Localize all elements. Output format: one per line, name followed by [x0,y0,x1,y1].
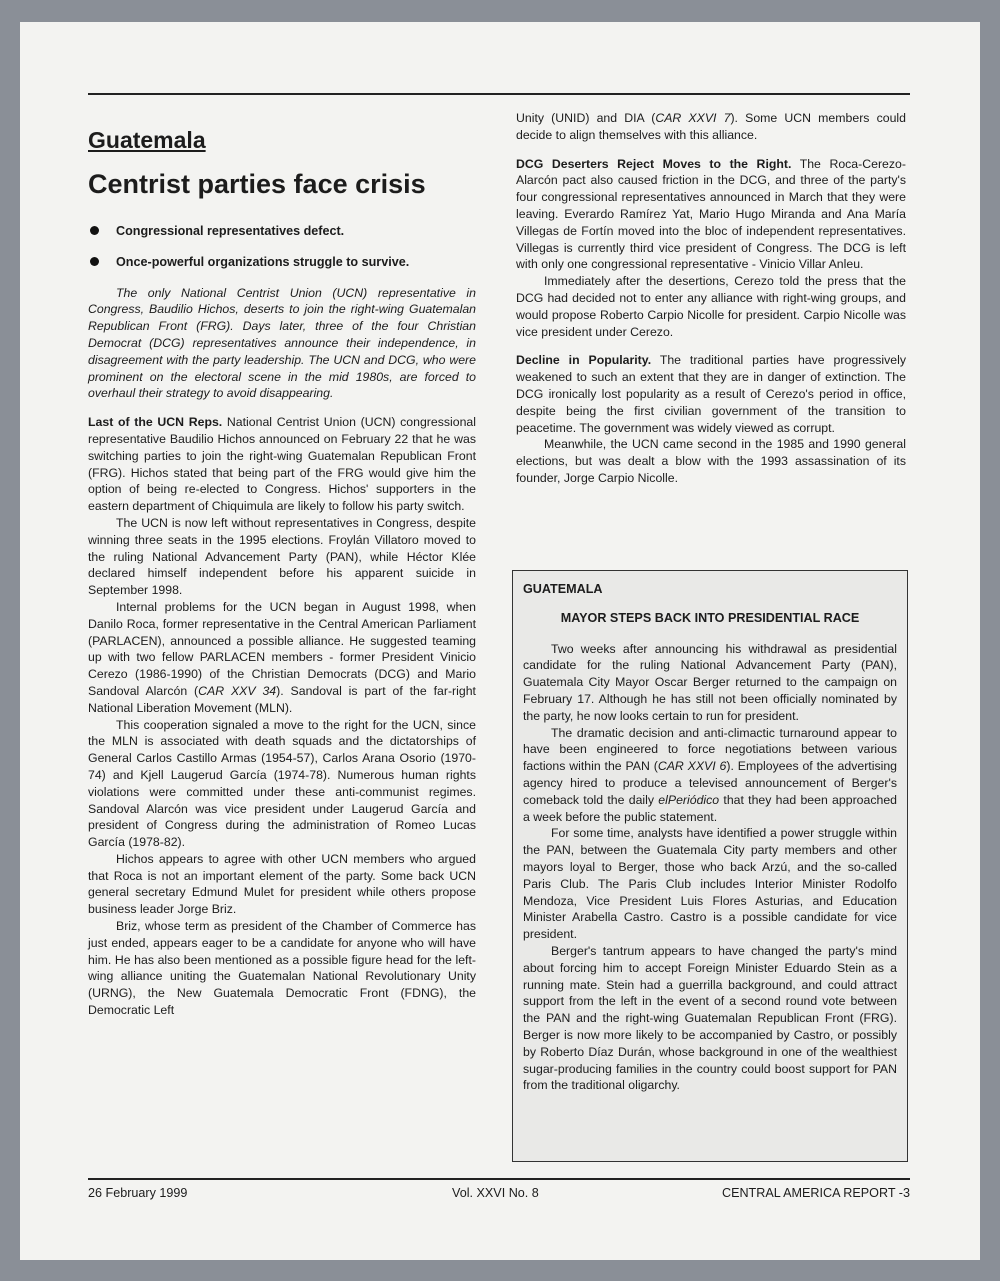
bullet-item: Once-powerful organizations struggle to survive. [88,254,476,271]
citation: CAR XXVI 6 [657,759,727,774]
top-rule [88,93,910,95]
box-label: GUATEMALA [523,582,603,596]
article-paragraph: Briz, whose term as president of the Chamber of Commerce has just ended, appears eager to be a candidate for anyone who will have him. He has also been mentioned as a possible figure head for the left-wing alliance uniting the Guatemalan National Revolutionary Unity (URNG), the New Guatemala Democratic Front (FDNG), the Democratic Left [88,919,476,1018]
sidebar-box [512,570,908,1162]
article-paragraph: The UCN is now left without representatives in Congress, despite winning three seats in the 1995 elections. Froylán Villatoro moved to the ruling National Advancement Party (PAN), while Héctor Klée declared himself independent before his apparent suicide in September 1998. [88,515,476,598]
headline: Centrist parties face crisis [88,169,426,199]
run-in-heading: Last of the UCN Reps. [88,415,223,430]
article-paragraph: Decline in Popularity. The traditional parties have progressively weakened to such an extent that they are in danger of extinction. The DCG ironically lost popularity as a result of Cerezo's period in office, despite being the first civilian government of the transition to peacetime. The government was widely viewed as corrupt. [516,353,906,435]
box-paragraph: For some time, analysts have identified a power struggle within the PAN, between the Guatemala City party members and other mayors loyal to Berger, those who back Arzú, and the so-called Paris Club. The Paris Club includes Interior Minister Rodolfo Mendoza, Vice President Luis Flores Asturias, and Education Minister Arabella Castro. Castro is a possible candidate for vice president. [523,826,897,942]
footer-page: CENTRAL AMERICA REPORT -3 [721,1186,910,1200]
article-paragraph: Immediately after the desertions, Cerezo told the press that the DCG had decided not to enter any alliance with right-wing groups, and would propose Roberto Carpio Nicolle for president. Carpio Nicolle was vice president under Cerezo. [516,274,906,339]
footer-date: 26 February 1999 [88,1186,188,1200]
bullet-item: Congressional representatives defect. [88,223,476,240]
bullet-icon [90,257,99,266]
right-column [516,110,906,487]
box-paragraph: Berger's tantrum appears to have changed the party's mind about forcing him to accept Foreign Minister Eduardo Stein as a running mate. Stein had a guerrilla background, and could attract support from the left in the event of a second round vote between the PAN and the right-wing Guatemalan Republican Front (FRG). Berger is now more likely to be accompanied by Castro, or possibly by Roberto Díaz Durán, whose background in one of the wealthiest sugar-producing families in the country could boost support for PAN from the traditional oligarchy. [523,943,897,1093]
section-title: Guatemala [88,127,206,153]
left-column [88,108,476,1019]
box-paragraph: The dramatic decision and anti-climactic turnaround appear to have been engineered to force negotiations between various factions within the PAN (CAR XXVI 6). Employees of the advertising agency hired to produce a televised announcement of Berger's comeback told the daily elPeriódico that they had been approached a week before the public statement. [523,725,898,824]
bottom-rule [88,1178,910,1180]
article-paragraph: Meanwhile, the UCN came second in the 1985 and 1990 general elections, but was dealt a blow with the 1993 assassination of its founder, Jorge Carpio Nicolle. [516,437,906,485]
article-paragraph: Unity (UNID) and DIA (CAR XXVI 7). Some UCN members could decide to align themselves with this alliance. [516,111,906,142]
footer-volume: Vol. XXVI No. 8 [452,1186,539,1200]
box-paragraph: Two weeks after announcing his withdrawal as presidential candidate for the ruling National Advancement Party (PAN), Guatemala City Mayor Oscar Berger returned to the campaign on February 17. Although he has still not been officially nominated by the party, he now looks certain to run for president. [523,641,897,723]
bullet-icon [90,226,99,235]
citation: CAR XXV 34 [198,683,277,698]
box-title: MAYOR STEPS BACK INTO PRESIDENTIAL RACE [560,610,860,625]
citation: CAR XXVI 7 [655,111,731,125]
article-paragraph: Internal problems for the UCN began in August 1998, when Danilo Roca, former representative in the Central American Parliament (PARLACEN), announced a possible alliance. He suggested teaming up with two fellow PARLACEN members - former President Vinicio Cerezo (1986-1990) of the Christian Democrats (DCG) and Mario Sandoval Alarcón (CAR XXV 34). Sandoval is part of the far-right National Liberation Movement (MLN). [88,599,476,715]
lead-paragraph: The only National Centrist Union (UCN) representative in Congress, Baudilio Hichos, deserts to join the right-wing Guatemalan Republican Front (FRG). Days later, three of the four Christian Democrat (DCG) representatives announce their independence, in disagreement with the party leadership. The UCN and DCG, who were prominent on the electoral scene in the mid 1980s, are forced to overhaul their strategy to avoid disappearing. [88,285,476,401]
run-in-heading: Decline in Popularity. [516,353,652,368]
newspaper-name: elPeriódico [658,792,720,807]
run-in-heading: DCG Deserters Reject Moves to the Right. [516,156,792,171]
article-paragraph: This cooperation signaled a move to the right for the UCN, since the MLN is associated with death squads and the dictatorships of General Carlos Castillo Armas (1954-57), Carlos Arana Osorio (1970-74) and Kjell Laugerud García (1974-78). Numerous human rights violations were committed under these anti-communist regimes. Sandoval Alarcón was vice president under Laugerud García and president of Congress during the administration of Romeo Lucas García (1978-82). [88,717,476,850]
article-paragraph: Hichos appears to agree with other UCN members who argued that Roca is not an important element of the party. Some back UCN general secretary Edmund Mulet for president while others propose business leader Jorge Briz. [88,851,476,917]
summary-bullets [88,223,476,271]
article-paragraph: Last of the UCN Reps. National Centrist Union (UCN) congressional representative Baudilio Hichos announced on February 22 that he was switching parties to join the right-wing Guatemalan Republican Front (FRG). Hichos stated that being part of the FRG would give him the option of being re-elected to Congress. Hichos' supporters in the eastern department of Chiquimula are likely to follow his party switch. [88,415,477,514]
article-paragraph: DCG Deserters Reject Moves to the Right. The Roca-Cerezo-Alarcón pact also caused friction in the DCG, and three of the party's four congressional representatives announced in March that they were leaving. Everardo Ramírez Yat, Mario Hugo Miranda and Ana María Villegas de Fortín moved into the bloc of independent representatives. Villegas is currently third vice president of Congress. The DCG is left with only one congressional representative - Vinicio Villar Anleu. [516,156,906,272]
